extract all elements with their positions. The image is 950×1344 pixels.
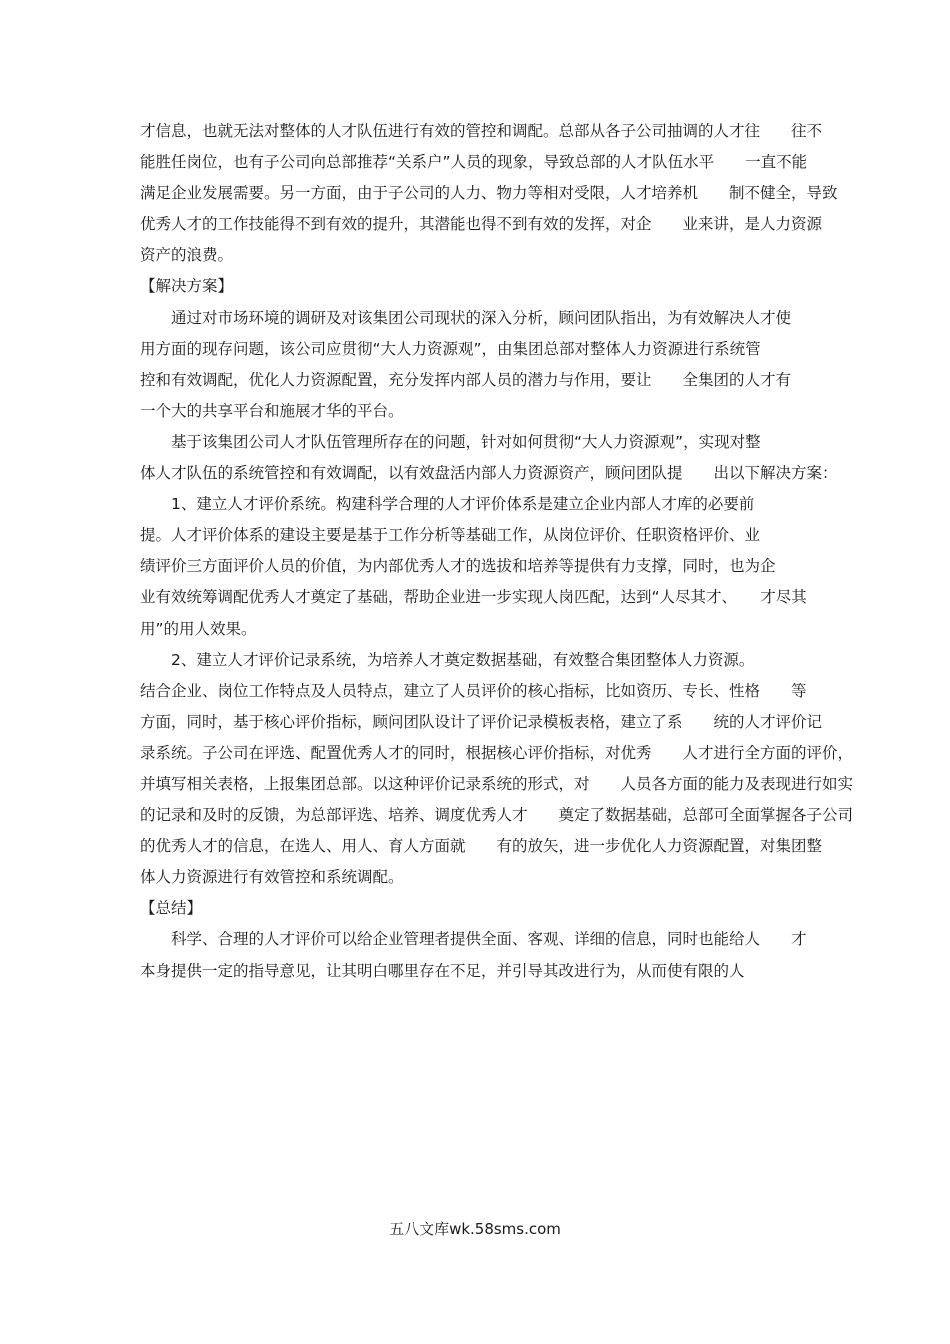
text-line: 2、建立人才评价记录系统，为培养人才奠定数据基础，有效整合集团整体人力资源。	[140, 650, 755, 669]
text-line: 1、建立人才评价系统。构建科学合理的人才评价体系是建立企业内部人才库的必要前	[140, 495, 755, 514]
text-line: 体人才队伍的系统管控和有效调配，以有效盘活内部人力资源资产，顾问团队提 出以下解决方案：	[140, 464, 838, 483]
text-line: 本身提供一定的指导意见，让其明白哪里存在不足，并引导其改进行为，从而使有限的人	[140, 961, 745, 980]
text-line: 资产的浪费。	[140, 246, 234, 265]
text-line: 用方面的现存问题，该公司应贯彻“大人力资源观”，由集团总部对整体人力资源进行系统管	[140, 339, 761, 358]
text-line: 结合企业、岗位工作特点及人员特点，建立了人员评价的核心指标，比如资历、专长、性格 等	[140, 681, 807, 700]
text-line: 方面，同时，基于核心评价指标，顾问团队设计了评价记录模板表格，建立了系 统的人才评价记	[140, 712, 823, 731]
text-line: 业有效统筹调配优秀人才奠定了基础，帮助企业进一步实现人岗匹配，达到“人尽其才、 才尽其	[140, 588, 807, 607]
text-line: 满足企业发展需要。另一方面，由于子公司的人力、物力等相对受限，人才培养机 制不健全，导致	[140, 184, 838, 203]
text-line: 科学、合理的人才评价可以给企业管理者提供全面、客观、详细的信息，同时也能给人 才	[140, 930, 807, 949]
text-line: 绩评价三方面评价人员的价值，为内部优秀人才的选拔和培养等提供有力支撑，同时，也为企	[140, 557, 776, 576]
footer-watermark: 五八文库wk.58sms.com	[389, 1220, 561, 1238]
text-line: 控和有效调配，优化人力资源配置，充分发挥内部人员的潜力与作用，要让 全集团的人才有	[140, 370, 792, 389]
text-line: 通过对市场环境的调研及对该集团公司现状的深入分析，顾问团队指出，为有效解决人才使	[140, 308, 792, 327]
text-line: 录系统。子公司在评选、配置优秀人才的同时，根据核心评价指标，对优秀 人才进行全方面的评价，	[140, 743, 854, 762]
text-line: 提。人才评价体系的建设主要是基于工作分析等基础工作，从岗位评价、任职资格评价、业	[140, 526, 761, 545]
text-line: 才信息，也就无法对整体的人才队伍进行有效的管控和调配。总部从各子公司抽调的人才往 往不	[140, 122, 823, 140]
text-line: 体人力资源进行有效管控和系统调配。	[140, 868, 404, 887]
section-heading-summary: 【总结】	[140, 899, 203, 918]
document-body	[140, 116, 854, 987]
text-line: 的优秀人才的信息，在选人、用人、育人方面就 有的放矢，进一步优化人力资源配置，对集团整	[140, 837, 823, 856]
text-line: 的记录和及时的反馈，为总部评选、培养、调度优秀人才 奠定了数据基础，总部可全面掌握各子公司	[140, 806, 854, 825]
text-line: 一个大的共享平台和施展才华的平台。	[140, 401, 404, 420]
text-line: 用”的用人效果。	[140, 619, 257, 638]
text-line: 能胜任岗位，也有子公司向总部推荐“关系户”人员的现象，导致总部的人才队伍水平 一直不能	[140, 153, 808, 172]
text-line: 基于该集团公司人才队伍管理所存在的问题，针对如何贯彻“大人力资源观”，实现对整	[140, 432, 761, 451]
section-heading-solution: 【解决方案】	[140, 277, 234, 296]
text-line: 并填写相关表格，上报集团总部。以这种评价记录系统的形式，对 人员各方面的能力及表现进行如实	[140, 774, 854, 793]
text-line: 优秀人才的工作技能得不到有效的提升，其潜能也得不到有效的发挥，对企 业来讲，是人力资源	[140, 215, 823, 234]
